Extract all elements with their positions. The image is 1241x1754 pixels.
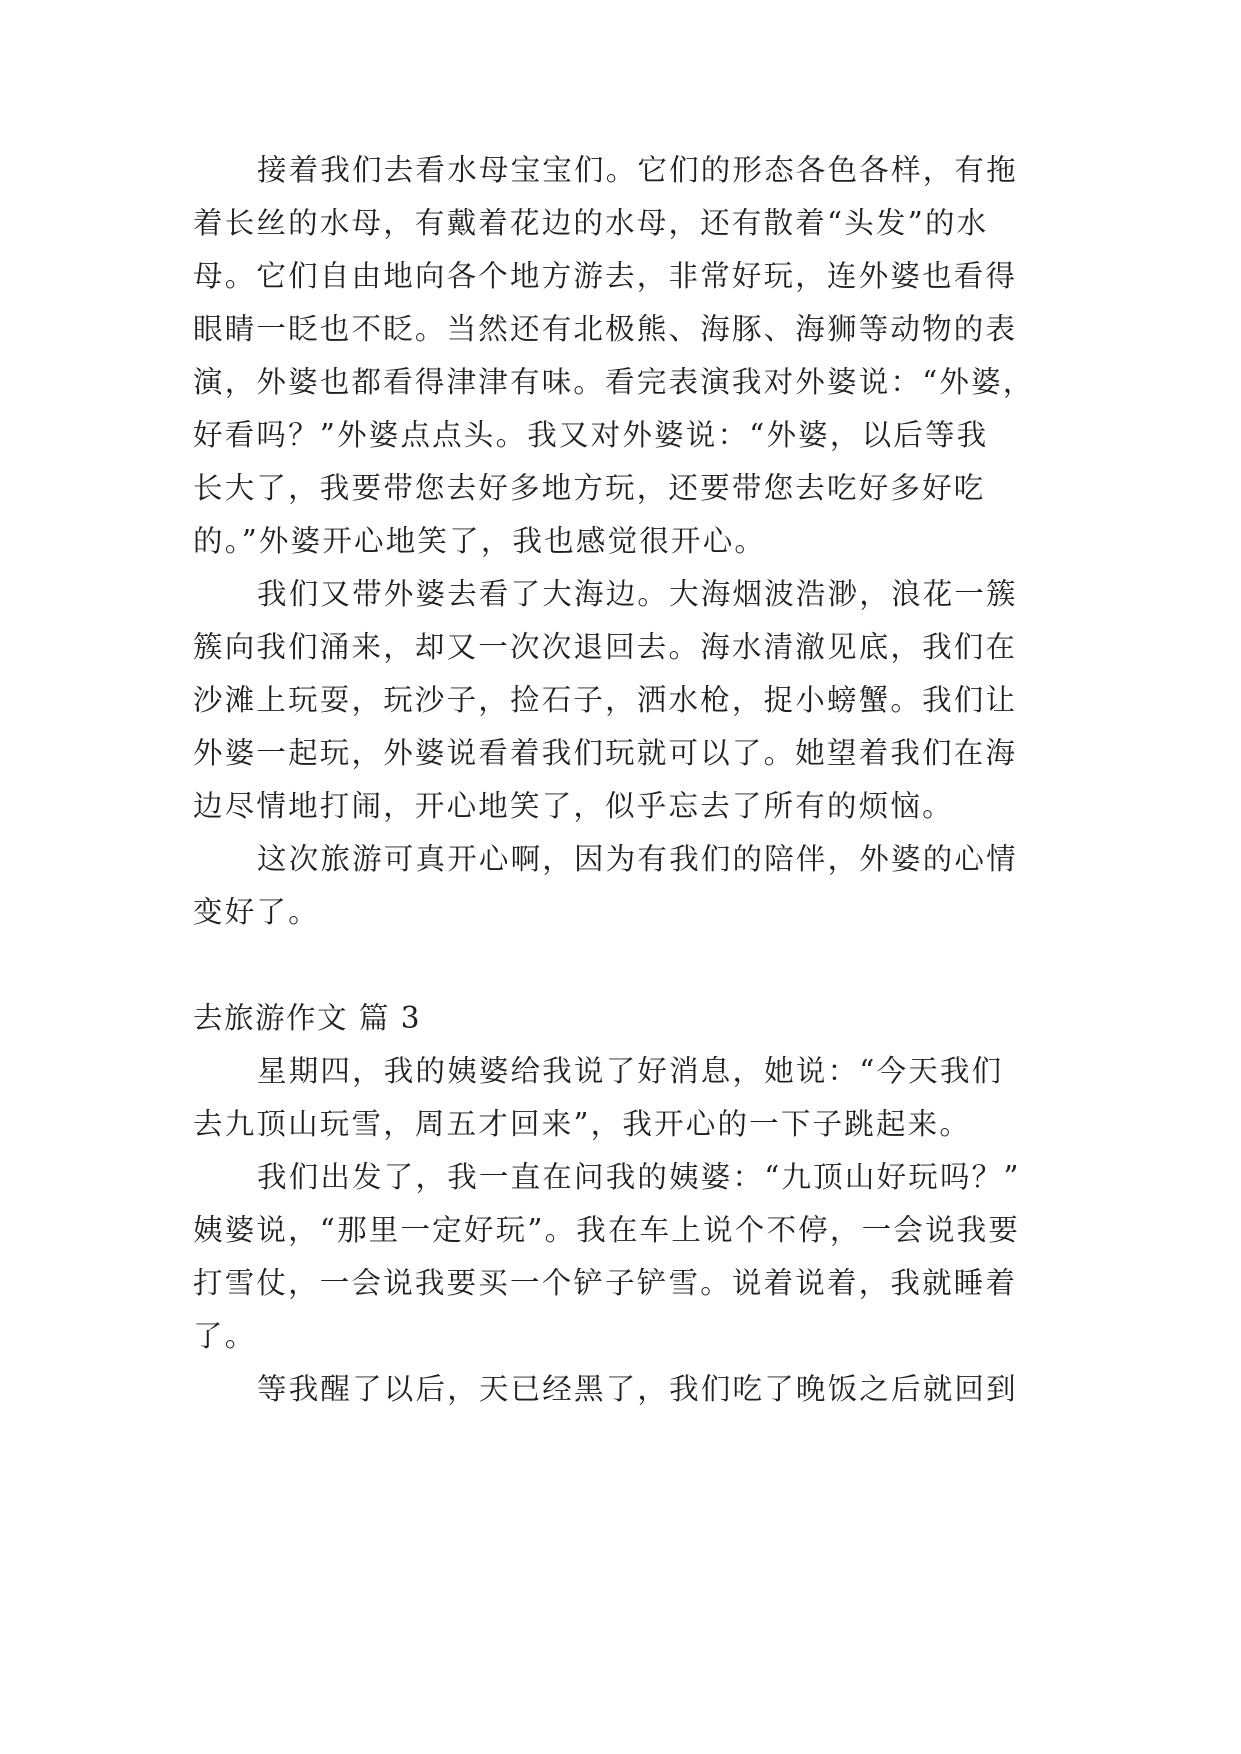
paragraph-line: 我们出发了，我一直在问我的姨婆：“九顶山好玩吗？” [257,1160,1021,1194]
paragraph-line: 打雪仗，一会说我要买一个铲子铲雪。说着说着，我就睡着 [193,1266,1018,1300]
paragraph-line: 变好了。 [193,895,320,929]
paragraph-line: 姨婆说，“那里一定好玩”。我在车上说个不停，一会说我要 [193,1213,1021,1247]
paragraph-line: 长大了，我要带您去好多地方玩，还要带您去吃好多好吃 [193,471,986,505]
paragraph-line: 外婆一起玩，外婆说看着我们玩就可以了。她望着我们在海 [193,736,1018,770]
paragraph-line: 好看吗？”外婆点点头。我又对外婆说：“外婆，以后等我 [193,418,989,452]
paragraph-line: 这次旅游可真开心啊，因为有我们的陪伴，外婆的心情 [257,842,1018,876]
paragraph-line: 了。 [193,1319,257,1353]
paragraph-line: 去九顶山玩雪，周五才回来”，我开心的一下子跳起来。 [193,1107,972,1141]
paragraph-line: 簇向我们涌来，却又一次次退回去。海水清澈见底，我们在 [193,630,1018,664]
paragraph-line: 眼睛一眨也不眨。当然还有北极熊、海豚、海狮等动物的表 [193,312,1018,346]
paragraph-line: 演，外婆也都看得津津有味。看完表演我对外婆说：“外婆， [193,365,1035,399]
paragraph-line: 我们又带外婆去看了大海边。大海烟波浩渺，浪花一簇 [257,577,1018,611]
paragraph-line: 母。它们自由地向各个地方游去，非常好玩，连外婆也看得 [193,259,1018,293]
section-heading: 去旅游作文 篇 3 [193,1001,422,1035]
paragraph-line: 沙滩上玩耍，玩沙子，捡石子，洒水枪，捉小螃蟹。我们让 [193,683,1018,717]
paragraph-line: 的。”外婆开心地笑了，我也感觉很开心。 [193,524,767,558]
paragraph-line: 着长丝的水母，有戴着花边的水母，还有散着“头发”的水 [193,206,989,240]
paragraph-line: 边尽情地打闹，开心地笑了，似乎忘去了所有的烦恼。 [193,789,954,823]
paragraph-line: 等我醒了以后，天已经黑了，我们吃了晚饭之后就回到 [257,1372,1018,1406]
paragraph-line: 接着我们去看水母宝宝们。它们的形态各色各样，有拖 [257,153,1018,187]
paragraph-line: 星期四，我的姨婆给我说了好消息，她说：“今天我们 [257,1054,1004,1088]
